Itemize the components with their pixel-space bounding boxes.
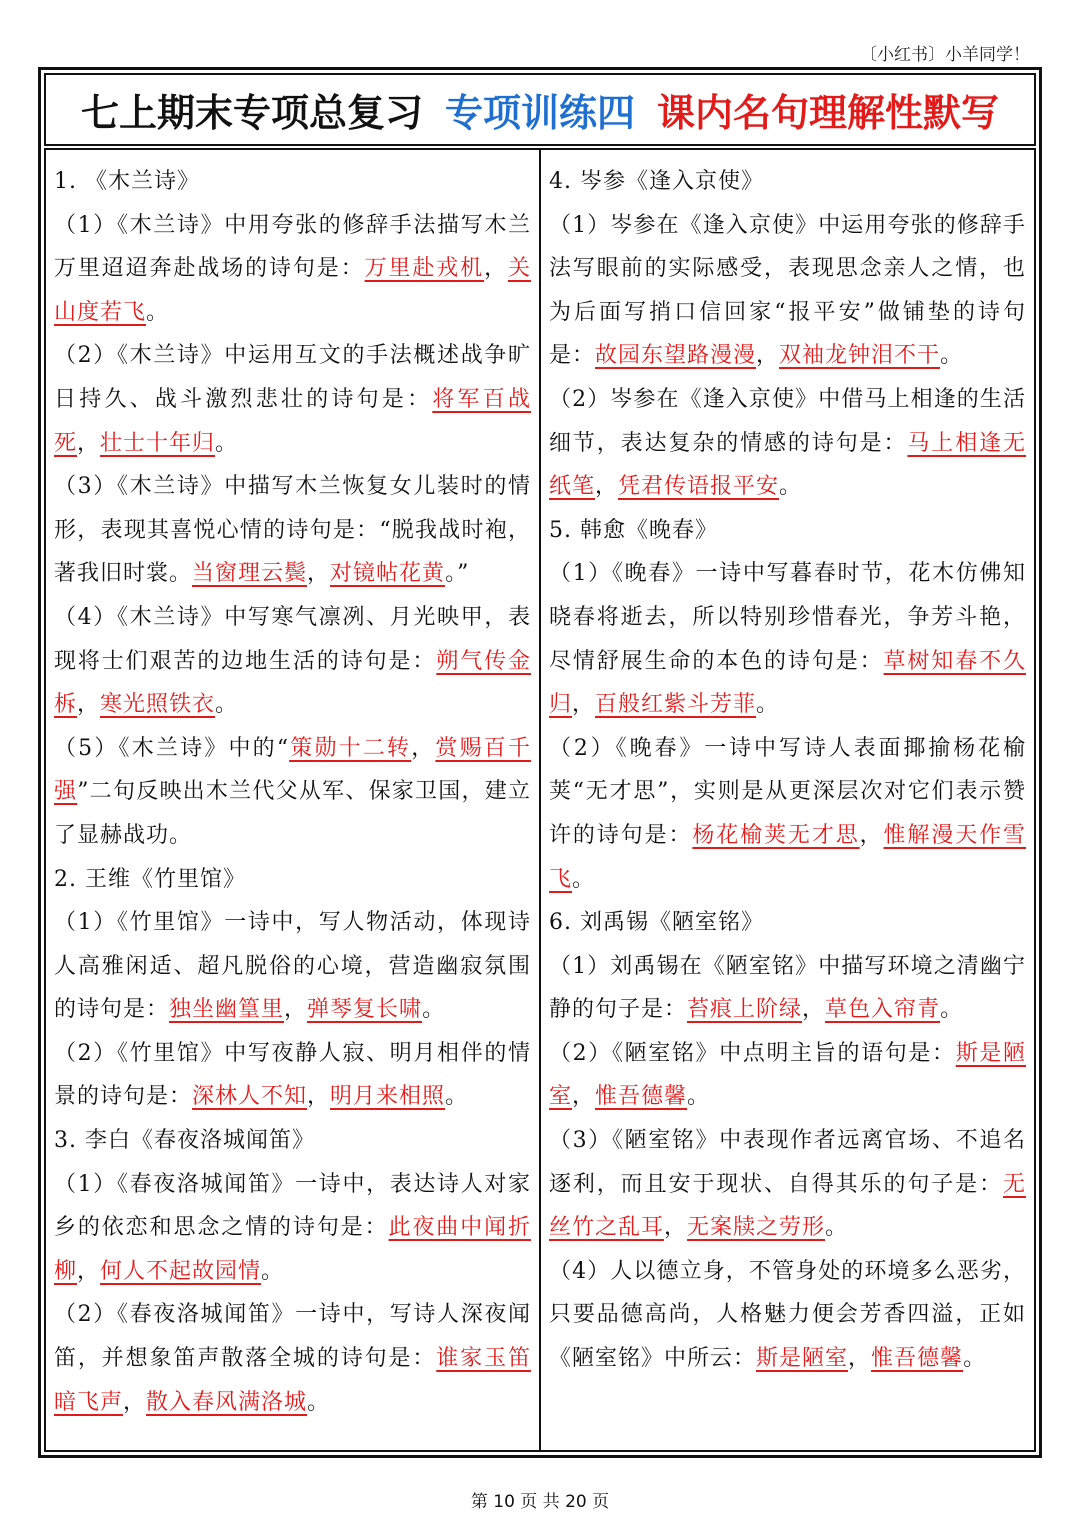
answer-line-1: 斯是陋室 (756, 1346, 849, 1372)
separator: ， (77, 1258, 101, 1284)
section-heading: 5. 韩愈《晚春》 (549, 517, 718, 543)
question (549, 552, 1026, 726)
question (54, 334, 531, 465)
title-part-3: 课内名句理解性默写 (657, 91, 1000, 135)
page-title (44, 73, 1036, 146)
answer-line-2: 惟吾德馨 (595, 1084, 688, 1110)
question (54, 204, 531, 335)
answer-line-1: 朔气传金柝 (54, 648, 531, 718)
separator: ， (802, 997, 826, 1023)
left-column (46, 150, 541, 1450)
answer-line-2: 何人不起故园情 (100, 1258, 262, 1284)
separator: ， (664, 1215, 688, 1241)
answer-line-2: 赏赐百千强 (54, 735, 531, 805)
title-part-2: 专项训练四 (444, 91, 635, 135)
answer-line-2: 寒光照铁衣 (100, 692, 216, 718)
suffix: 。 (825, 1215, 849, 1241)
separator: ， (411, 735, 436, 761)
question-text: （2）《春夜洛城闻笛》一诗中，写诗人深夜闻笛，并想象笛声散落全城的诗句是： (54, 1302, 531, 1372)
question (549, 1119, 1026, 1250)
question (549, 378, 1026, 509)
question (549, 727, 1026, 901)
section-heading: 4. 岑参《逢入京使》 (549, 169, 764, 194)
answer-line-1: 杨花榆荚无才思 (692, 822, 860, 848)
answer-line-2: 百般红紫斗芳菲 (595, 692, 757, 718)
separator: ， (572, 692, 596, 718)
question-text: （1）刘禹锡在《陋室铭》中描写环境之清幽宁静的句子是： (549, 953, 1026, 1023)
question-text: （2）《陋室铭》中点明主旨的语句是： (549, 1040, 956, 1066)
answer-line-2: 壮士十年归 (100, 430, 216, 456)
separator: ， (756, 343, 780, 369)
suffix: 。 (940, 997, 964, 1023)
question (549, 1250, 1026, 1381)
question-text: （5）《木兰诗》中的“ (54, 735, 290, 761)
question (54, 465, 531, 596)
answer-line-2: 明月来相照 (330, 1084, 446, 1110)
answer-line-2: 对镜帖花黄 (330, 561, 446, 587)
answer-line-2: 无案牍之劳形 (687, 1215, 826, 1241)
answer-line-2: 关山度若飞 (54, 256, 531, 325)
question-text: （2）岑参在《逢入京使》中借马上相逢的生活细节，表达复杂的情感的诗句是： (549, 386, 1026, 456)
answer-line-1: 策勋十二转 (289, 735, 412, 761)
separator: ， (284, 997, 308, 1023)
question-text: （1）《木兰诗》中用夸张的修辞手法描写木兰万里迢迢奔赴战场的诗句是： (54, 212, 531, 282)
answer-line-2: 草色入帘青 (825, 997, 941, 1023)
question-text: （1）《竹里馆》一诗中，写人物活动，体现诗人高雅闲适、超凡脱俗的心境，营造幽寂氛围的诗句是： (54, 910, 531, 1023)
section-heading: 1. 《木兰诗》 (54, 169, 200, 194)
answer-line-1: 草树知春不久归 (549, 648, 1026, 718)
suffix: 。 (422, 997, 446, 1023)
question-text: （3）《木兰诗》中描写木兰恢复女儿装时的情形，表现其喜悦心情的诗句是：“脱我战时袍，著我旧时裳。 (54, 474, 531, 587)
suffix: ”二句反映出木兰代父从军、保家卫国，建立了显赫战功。 (54, 779, 531, 848)
title-part-1: 七上期末专项总复习 (80, 91, 423, 135)
section-heading: 3. 李白《春夜洛城闻笛》 (54, 1128, 315, 1154)
watermark: 〔小红书〕小羊同学！ (860, 45, 1030, 65)
separator: ， (484, 256, 508, 282)
right-column (541, 150, 1034, 1450)
separator: ， (572, 1084, 596, 1110)
question (54, 1293, 531, 1424)
answer-line-2: 惟吾德馨 (871, 1346, 964, 1372)
suffix: 。 (307, 1389, 331, 1415)
answer-line-1: 万里赴戎机 (364, 256, 485, 282)
question-text: （4）人以德立身，不管身处的环境多么恶劣，只要品德高尚，人格魅力便会芳香四溢，正如《陋室铭》中所云： (549, 1258, 1026, 1372)
question (549, 945, 1026, 1032)
suffix: 。 (215, 430, 239, 456)
question (54, 727, 531, 858)
suffix: 。” (445, 561, 470, 587)
question-text: （2）《木兰诗》中运用互文的手法概述战争旷日持久、战斗激烈悲壮的诗句是： (54, 343, 531, 412)
separator: ， (595, 474, 619, 500)
suffix: 。 (215, 692, 239, 718)
question-text: （4）《木兰诗》中写寒气凛冽、月光映甲，表现将士们艰苦的边地生活的诗句是： (54, 604, 531, 674)
suffix: 。 (146, 299, 170, 325)
answer-line-1: 此夜曲中闻折柳 (54, 1215, 531, 1284)
answer-line-2: 双袖龙钟泪不干 (779, 343, 941, 369)
section-heading: 6. 刘禹锡《陋室铭》 (549, 910, 764, 936)
suffix: 。 (687, 1084, 711, 1110)
question-text: （1）岑参在《逢入京使》中运用夸张的修辞手法写眼前的实际感受，表现思念亲人之情，也为后面写捎口信回家“报平安”做铺垫的诗句是： (549, 212, 1026, 369)
answer-line-1: 斯是陋室 (549, 1040, 1026, 1110)
suffix: 。 (779, 474, 803, 500)
question (54, 901, 531, 1032)
suffix: 。 (261, 1258, 285, 1284)
answer-line-2: 散入春风满洛城 (146, 1389, 308, 1415)
question (549, 1032, 1026, 1119)
question-text: （1）《晚春》一诗中写暮春时节，花木仿佛知晓春将逝去，所以特别珍惜春光，争芳斗艳，尽情舒展生命的本色的诗句是： (549, 561, 1026, 674)
suffix: 。 (445, 1084, 469, 1110)
answer-line-1: 当窗理云鬓 (192, 561, 308, 587)
question (54, 596, 531, 727)
separator: ， (307, 561, 331, 587)
answer-line-2: 凭君传语报平安 (618, 474, 780, 500)
answer-line-1: 故园东望路漫漫 (595, 343, 757, 369)
answer-line-1: 将军百战死 (54, 386, 531, 456)
answer-line-1: 无丝竹之乱耳 (549, 1171, 1026, 1241)
separator: ， (77, 430, 101, 456)
suffix: 。 (756, 692, 780, 718)
separator: ， (848, 1346, 872, 1372)
question-text: （1）《春夜洛城闻笛》一诗中，表达诗人对家乡的依恋和思念之情的诗句是： (54, 1171, 531, 1241)
answer-line-1: 马上相逢无纸笔 (549, 430, 1026, 500)
answer-line-1: 独坐幽篁里 (169, 997, 285, 1023)
question-text: （2）《竹里馆》中写夜静人寂、明月相伴的情景的诗句是： (54, 1040, 531, 1110)
suffix: 。 (963, 1346, 987, 1372)
page-number: 第 10 页 共 20 页 (470, 1492, 610, 1512)
answer-line-1: 谁家玉笛暗飞声 (54, 1346, 531, 1415)
separator: ， (859, 822, 884, 848)
separator: ， (123, 1389, 147, 1415)
section-heading: 2. 王维《竹里馆》 (54, 866, 246, 892)
content-table (44, 148, 1036, 1452)
answer-line-1: 深林人不知 (192, 1084, 308, 1110)
question-text: （3）《陋室铭》中表现作者远离官场、不追名逐利，而且安于现状、自得其乐的句子是： (549, 1128, 1026, 1197)
suffix: 。 (572, 866, 596, 892)
answer-line-2: 惟解漫天作雪飞 (549, 822, 1026, 892)
question (54, 1163, 531, 1294)
separator: ， (307, 1084, 331, 1110)
answer-line-2: 弹琴复长啸 (307, 997, 423, 1023)
question (549, 204, 1026, 378)
suffix: 。 (940, 343, 964, 369)
separator: ， (77, 692, 101, 718)
question (54, 1032, 531, 1119)
answer-line-1: 苔痕上阶绿 (687, 997, 803, 1023)
question-text: （2）《晚春》一诗中写诗人表面揶揄杨花榆荚“无才思”，实则是从更深层次对它们表示赞许的诗句是： (549, 735, 1026, 848)
